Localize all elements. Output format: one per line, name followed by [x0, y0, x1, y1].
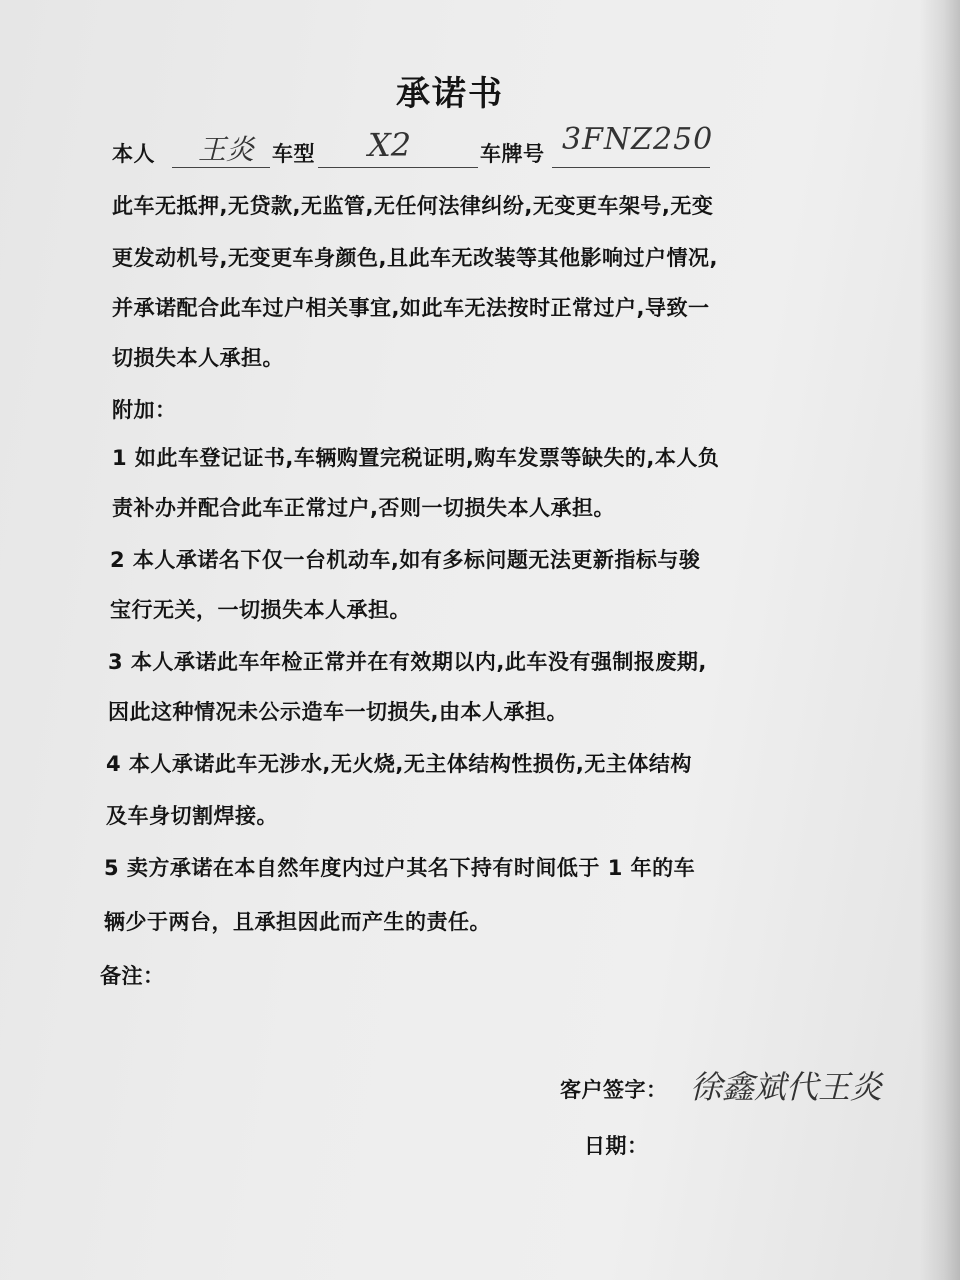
signature-label: 客户签字：	[560, 1078, 668, 1102]
page-edge-shadow	[920, 0, 960, 1280]
appendix-line: 3 本人承诺此车年检正常并在有效期以内,此车没有强制报废期,	[108, 650, 707, 674]
appendix-line: 及车身切割焊接。	[106, 804, 278, 828]
plate-underline	[552, 166, 710, 168]
appendix-line: 因此这种情况未公示造车一切损失,由本人承担。	[108, 700, 568, 724]
customer-signature: 徐鑫斌代王炎	[690, 1068, 883, 1106]
body-line: 切损失本人承担。	[112, 346, 284, 370]
appendix-line: 4 本人承诺此车无涉水,无火烧,无主体结构性损伤,无主体结构	[106, 752, 692, 776]
person-handwritten: 王炎	[198, 133, 255, 166]
appendix-line: 责补办并配合此车正常过户,否则一切损失本人承担。	[112, 496, 615, 520]
body-line: 并承诺配合此车过户相关事宜,如此车无法按时正常过户,导致一	[112, 296, 710, 320]
document-title: 承诺书	[396, 74, 504, 114]
appendix-line: 5 卖方承诺在本自然年度内过户其名下持有时间低于 1 年的车	[104, 856, 696, 880]
person-label: 本人	[112, 142, 155, 166]
appendix-line: 宝行无关，一切损失本人承担。	[110, 598, 411, 622]
model-label: 车型	[272, 142, 315, 166]
remarks-label: 备注：	[100, 964, 165, 988]
body-line: 更发动机号,无变更车身颜色,且此车无改装等其他影响过户情况,	[112, 246, 718, 270]
model-handwritten: X2	[368, 126, 412, 164]
appendix-line: 辆少于两台，且承担因此而产生的责任。	[104, 910, 491, 934]
date-label: 日期：	[584, 1134, 649, 1158]
plate-label: 车牌号	[480, 142, 545, 166]
plate-handwritten: 3FNZ250	[562, 122, 714, 157]
model-underline	[318, 166, 478, 168]
body-line: 此车无抵押,无贷款,无监管,无任何法律纠纷,无变更车架号,无变	[112, 194, 714, 218]
appendix-label: 附加：	[112, 398, 177, 422]
appendix-line: 2 本人承诺名下仅一台机动车,如有多标问题无法更新指标与骏	[110, 548, 701, 572]
appendix-line: 1 如此车登记证书,车辆购置完税证明,购车发票等缺失的,本人负	[112, 446, 720, 470]
